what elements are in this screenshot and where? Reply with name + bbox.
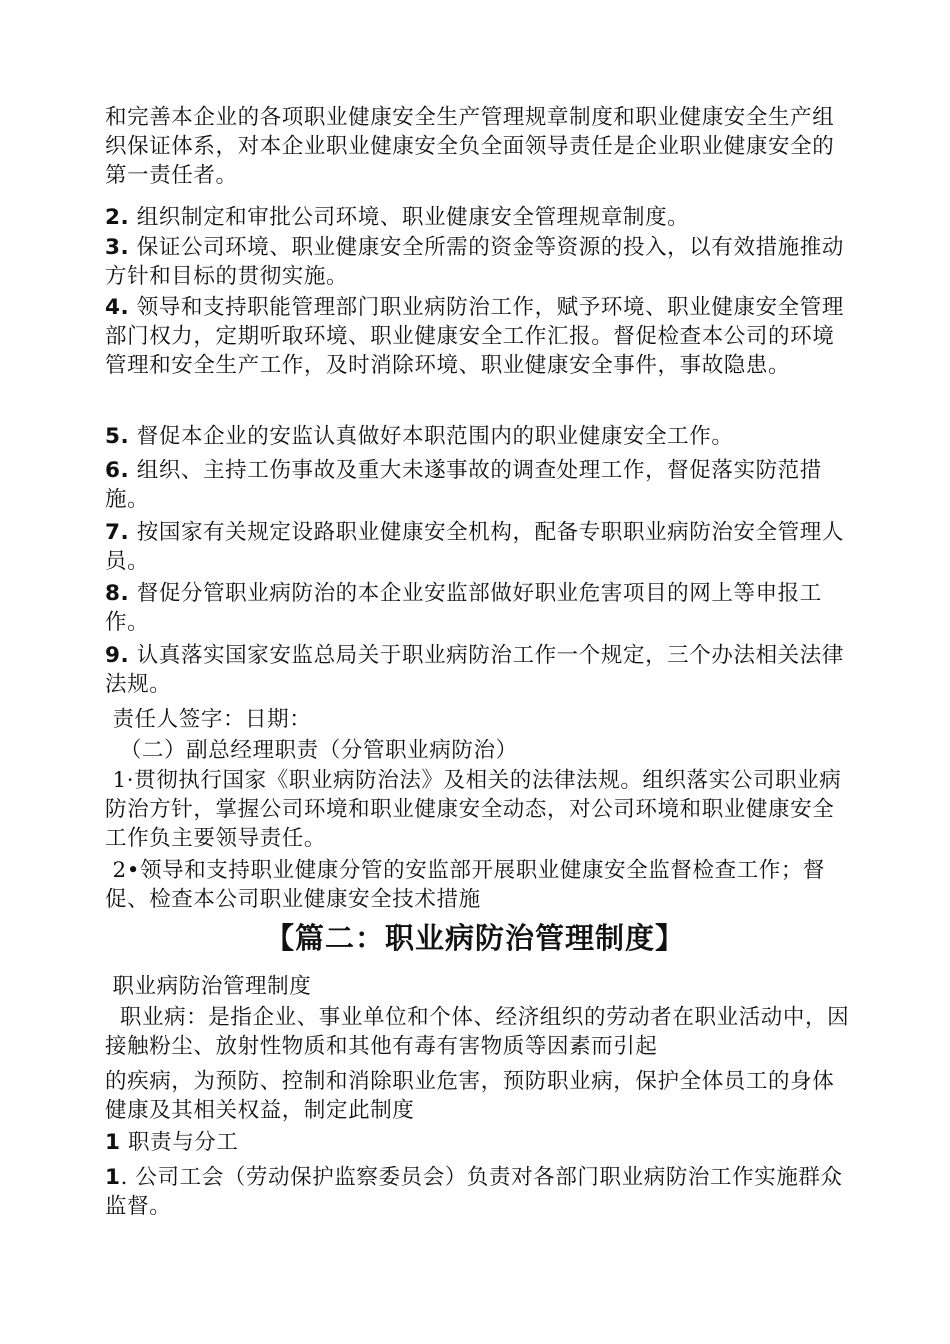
list-item-5: [105, 422, 855, 451]
purpose-paragraph: [105, 1067, 855, 1125]
list-number: 6.: [105, 458, 130, 483]
chapter-number: 1: [105, 1130, 121, 1155]
duty-text: 2•领导和支持职业健康分管的安监部开展职业健康安全监督检查工作；督促、检查本公司职业健康安全技术措施: [105, 858, 826, 912]
clause-number: 1: [105, 1165, 121, 1190]
list-item-8: [105, 579, 855, 637]
clause-text: . 公司工会（劳动保护监察委员会）负责对各部门职业病防治工作实施群众监督。: [105, 1165, 843, 1219]
list-number: 7.: [105, 520, 130, 545]
clause-item-1: [105, 1163, 855, 1221]
purpose-text: 的疾病，为预防、控制和消除职业危害，预防职业病，保护全体员工的身体健康及其相关权益，制定此制度: [105, 1069, 835, 1123]
list-number: 5.: [105, 424, 130, 449]
subtitle-text: （二）副总经理职责（分管职业病防治）: [105, 738, 518, 763]
definition-paragraph: [105, 1003, 855, 1061]
list-item-7: [105, 518, 855, 576]
list-item-3: [105, 233, 855, 291]
list-text: 领导和支持职能管理部门职业病防治工作，赋予环境、职业健康安全管理部门权力，定期听取环境、职业健康安全工作汇报。督促检查本公司的环境管理和安全生产工作，及时消除环境、职业健康安全事件，事故隐患。: [105, 295, 844, 378]
list-text: 保证公司环境、职业健康安全所需的资金等资源的投入，以有效措施推动方针和目标的贯彻实施。: [105, 235, 844, 289]
chapter-heading: [105, 1128, 855, 1157]
list-item-2: [105, 203, 855, 232]
section-subtitle: [105, 736, 855, 765]
duty-item-2: [105, 856, 855, 914]
paragraph-intro: [105, 103, 855, 190]
list-number: 2.: [105, 205, 130, 230]
regulation-title: [105, 972, 855, 1001]
duty-item-1: [105, 766, 855, 853]
paragraph-text: 和完善本企业的各项职业健康安全生产管理规章制度和职业健康安全生产组织保证体系，对本企业职业健康安全负全面领导责任是企业职业健康安全的第一责任者。: [105, 105, 835, 188]
list-text: 督促本企业的安监认真做好本职范围内的职业健康安全工作。: [129, 424, 734, 449]
list-number: 9.: [105, 643, 130, 668]
duty-text: 1·贯彻执行国家《职业病防治法》及相关的法律法规。组织落实公司职业病防治方针，掌握公司环境和职业健康安全动态，对公司环境和职业健康安全工作负主要领导责任。: [105, 768, 842, 851]
list-text: 认真落实国家安监总局关于职业病防治工作一个规定，三个办法相关法律法规。: [105, 643, 844, 697]
list-text: 组织、主持工伤事故及重大未遂事故的调查处理工作，督促落实防范措施。: [105, 458, 822, 512]
section-heading: 【篇二：职业病防治管理制度】: [264, 921, 685, 955]
list-text: 按国家有关规定设路职业健康安全机构，配备专职职业病防治安全管理人员。: [105, 520, 844, 574]
signature-text: 责任人签字：日期：: [105, 707, 312, 732]
definition-text: 职业病：是指企业、事业单位和个体、经济组织的劳动者在职业活动中，因接触粉尘、放射性物质和其他有毒有害物质等因素而引起: [105, 1005, 850, 1059]
signature-line: [105, 705, 855, 734]
list-text: 组织制定和审批公司环境、职业健康安全管理规章制度。: [129, 205, 690, 230]
list-text: 督促分管职业病防治的本企业安监部做好职业危害项目的网上等申报工作。: [105, 581, 822, 635]
list-number: 8.: [105, 581, 130, 606]
chapter-text: 职责与分工: [120, 1130, 239, 1155]
list-item-9: [105, 641, 855, 699]
list-item-4: [105, 293, 855, 380]
list-number: 4.: [105, 295, 130, 320]
list-item-6: [105, 456, 855, 514]
list-number: 3.: [105, 235, 130, 260]
regulation-title-text: 职业病防治管理制度: [105, 974, 312, 999]
